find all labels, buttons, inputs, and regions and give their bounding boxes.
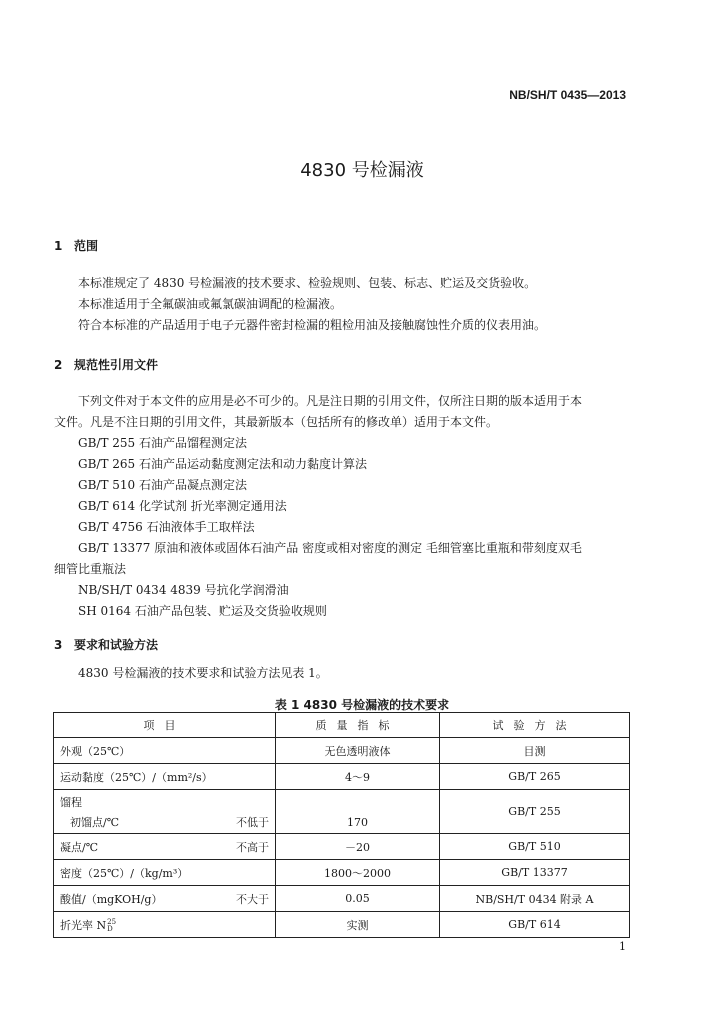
- item-sublabel-row: [60, 814, 269, 830]
- method-cell: 目测: [440, 738, 630, 764]
- item-subscript: D: [107, 924, 113, 933]
- document-title: 4830 号检漏液: [300, 160, 424, 181]
- method-cell: GB/T 510: [440, 834, 630, 860]
- item-label: 酸值/（mgKOH/g）: [60, 892, 163, 906]
- method-cell: GB/T 614: [440, 912, 630, 938]
- requirements-paragraph: 4830 号检漏液的技术要求和试验方法见表 1。: [78, 666, 328, 680]
- table-row: [54, 834, 630, 860]
- item-cell: [54, 834, 276, 860]
- table-row: [54, 738, 630, 764]
- item-cell: 密度（25℃）/（kg/m³）: [54, 860, 276, 886]
- method-cell: GB/T 265: [440, 764, 630, 790]
- method-cell: GB/T 13377: [440, 860, 630, 886]
- item-cell: [54, 790, 276, 834]
- reference-item: GB/T 614 化学试剂 折光率测定通用法: [78, 499, 287, 513]
- reference-item: SH 0164 石油产品包装、贮运及交货验收规则: [78, 604, 327, 618]
- scope-paragraph-1: 本标准规定了 4830 号检漏液的技术要求、检验规则、包装、标志、贮运及交货验收。: [78, 276, 537, 290]
- item-cell: [54, 912, 276, 938]
- item-label: 凝点/℃: [60, 840, 99, 854]
- table-row: [54, 764, 630, 790]
- scope-paragraph-2: 本标准适用于全氟碳油或氟氯碳油调配的检漏液。: [78, 297, 343, 311]
- section-heading-2: [54, 356, 158, 373]
- column-header-item: 项目: [54, 713, 276, 738]
- refs-intro-line-1: 下列文件对于本文件的应用是必不可少的。凡是注日期的引用文件，仅所注日期的版本适用于本: [78, 394, 583, 408]
- reference-item: GB/T 265 石油产品运动黏度测定法和动力黏度计算法: [78, 457, 367, 471]
- table-header-row: [54, 713, 630, 738]
- value-cell: 1800～2000: [276, 860, 440, 886]
- standard-code: NB/SH/T 0435—2013: [509, 88, 626, 102]
- refs-intro-line-2: 文件。凡是不注日期的引用文件，其最新版本（包括所有的修改单）适用于本文件。: [54, 415, 499, 429]
- limit-qualifier: 不高于: [236, 840, 269, 854]
- section-title: 规范性引用文件: [74, 358, 159, 372]
- item-label: 折光率 N: [60, 918, 107, 932]
- value-cell: 无色透明液体: [276, 738, 440, 764]
- page-number: 1: [619, 940, 626, 953]
- scope-paragraph-3: 符合本标准的产品适用于电子元器件密封检漏的粗检用油及接触腐蚀性介质的仪表用油。: [78, 318, 547, 332]
- value-cell: 4～9: [276, 764, 440, 790]
- item-label: 馏程: [60, 795, 82, 809]
- item-cell: [54, 886, 276, 912]
- item-superscript: 25: [107, 917, 117, 926]
- value-cell: 实测: [276, 912, 440, 938]
- column-header-method: 试验方法: [440, 713, 630, 738]
- value-cell: －20: [276, 834, 440, 860]
- spec-table: [53, 712, 630, 938]
- table-row: [54, 860, 630, 886]
- reference-item-continuation: 细管比重瓶法: [54, 562, 127, 576]
- table-caption: 表 1 4830 号检漏液的技术要求: [274, 698, 450, 712]
- table-row: [54, 912, 630, 938]
- limit-qualifier: 不低于: [236, 815, 269, 829]
- section-title: 要求和试验方法: [74, 638, 159, 652]
- limit-qualifier: 不大于: [236, 892, 269, 906]
- table-row: [54, 790, 630, 834]
- item-sublabel: 初馏点/℃: [70, 815, 120, 829]
- reference-item: NB/SH/T 0434 4839 号抗化学润滑油: [78, 583, 289, 597]
- method-cell: GB/T 255: [440, 790, 630, 834]
- refractive-index-scripts: [107, 919, 116, 933]
- section-number: 2: [54, 358, 63, 372]
- reference-item: GB/T 255 石油产品馏程测定法: [78, 436, 247, 450]
- reference-item: GB/T 13377 原油和液体或固体石油产品 密度或相对密度的测定 毛细管塞比重瓶和带刻度双毛: [78, 541, 582, 555]
- value-cell: 0.05: [276, 886, 440, 912]
- section-title: 范围: [74, 239, 99, 253]
- table-row: [54, 886, 630, 912]
- item-cell: 运动黏度（25℃）/（mm²/s）: [54, 764, 276, 790]
- reference-item: GB/T 510 石油产品凝点测定法: [78, 478, 247, 492]
- section-number: 1: [54, 239, 63, 253]
- reference-item: GB/T 4756 石油液体手工取样法: [78, 520, 255, 534]
- method-cell: NB/SH/T 0434 附录 A: [440, 886, 630, 912]
- section-heading-3: [54, 636, 158, 653]
- column-header-spec: 质量指标: [276, 713, 440, 738]
- section-heading-1: [54, 237, 98, 254]
- item-cell: 外观（25℃）: [54, 738, 276, 764]
- value-cell: 170: [276, 790, 440, 834]
- section-number: 3: [54, 638, 63, 652]
